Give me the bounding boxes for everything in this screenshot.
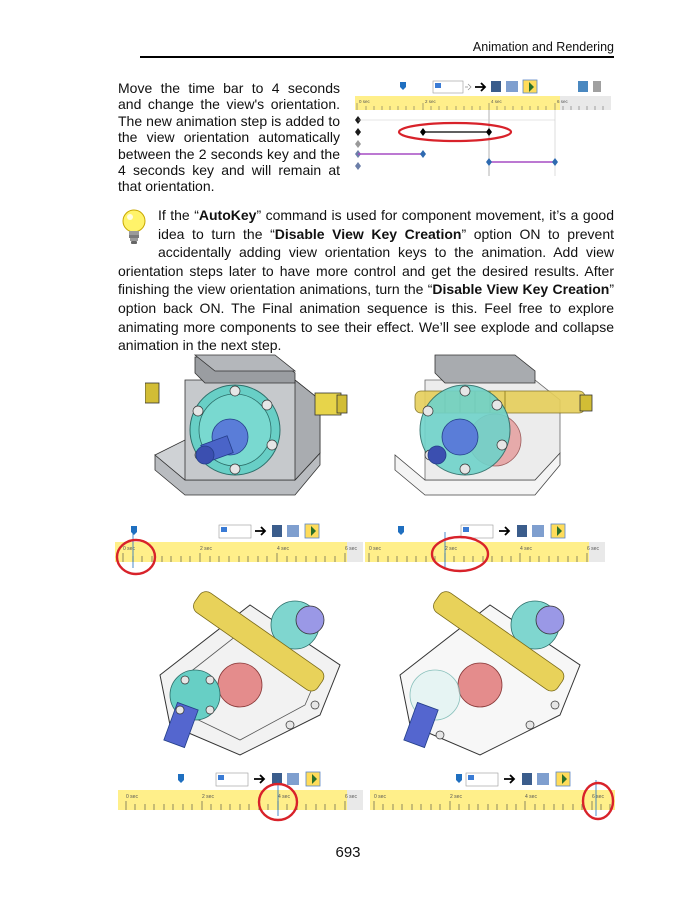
tick-label: 0 sec	[374, 794, 386, 800]
timeline-2-sec	[365, 520, 605, 578]
tick-label: 4 sec	[520, 546, 532, 552]
tick-label: 0 sec	[123, 546, 135, 552]
tip-line-4: orientation steps later to have more control and get the desired results. After	[118, 262, 614, 279]
gearbox-rotated-transparent-image	[380, 585, 600, 765]
tip-line-8: animation in the next step.	[118, 337, 282, 354]
tick-label: 6 sec	[587, 546, 599, 552]
tip-line-1: If the “AutoKey” command is used for component movement, it’s a good	[158, 207, 615, 223]
tip-line-6: option back ON. The Final animation sequence is this. Feel free to explore	[118, 299, 614, 316]
tick-label: 6 sec	[345, 794, 357, 800]
header-rule	[140, 56, 614, 58]
tick-label: 2 sec	[202, 794, 214, 800]
tick-label: 6 sec	[345, 546, 357, 552]
svg-text:2 sec: 2 sec	[425, 99, 436, 104]
tick-label: 6 sec	[592, 794, 604, 800]
tick-label: 0 sec	[126, 794, 138, 800]
gearbox-rotated-image	[140, 585, 360, 765]
gearbox-transparent-image	[385, 345, 600, 505]
svg-text:4 sec: 4 sec	[491, 99, 502, 104]
page-number: 693	[335, 844, 361, 861]
tick-label: 2 sec	[450, 794, 462, 800]
running-header: Animation and Rendering	[472, 40, 614, 54]
tip-line-2: idea to turn the “Disable View Key Creation” option ON to prevent	[158, 225, 615, 242]
tick-label: 4 sec	[278, 794, 290, 800]
gearbox-opaque-image	[145, 345, 355, 505]
tip-line-5: finishing the view orientation animations, turn the “Disable View Key Creation”	[118, 281, 615, 298]
timeline-4-sec	[118, 768, 363, 826]
tick-label: 2 sec	[445, 546, 457, 552]
tick-label: 0 sec	[369, 546, 381, 552]
animation-timeline-screenshot	[355, 78, 611, 198]
svg-text:0 sec: 0 sec	[359, 99, 370, 104]
tip-line-3: accidentally adding view orientation keys to the animation. Add view	[158, 244, 614, 261]
timeline-6-sec	[370, 768, 615, 826]
tick-label: 2 sec	[200, 546, 212, 552]
svg-text:6 sec: 6 sec	[557, 99, 568, 104]
timeline-0-sec	[115, 520, 363, 578]
tick-label: 4 sec	[277, 546, 289, 552]
tip-line-7: animating more components to see their effect. We’ll see explode and collapse	[118, 318, 614, 335]
intro-paragraph: Move the time bar to 4 seconds and change the view's orientation. The new animation step is added to the view orientation automatically between the 2 seconds key and the 4 seconds key and will remain at that orientation.	[118, 80, 340, 195]
tip-paragraph	[118, 206, 614, 355]
tick-label: 4 sec	[525, 794, 537, 800]
